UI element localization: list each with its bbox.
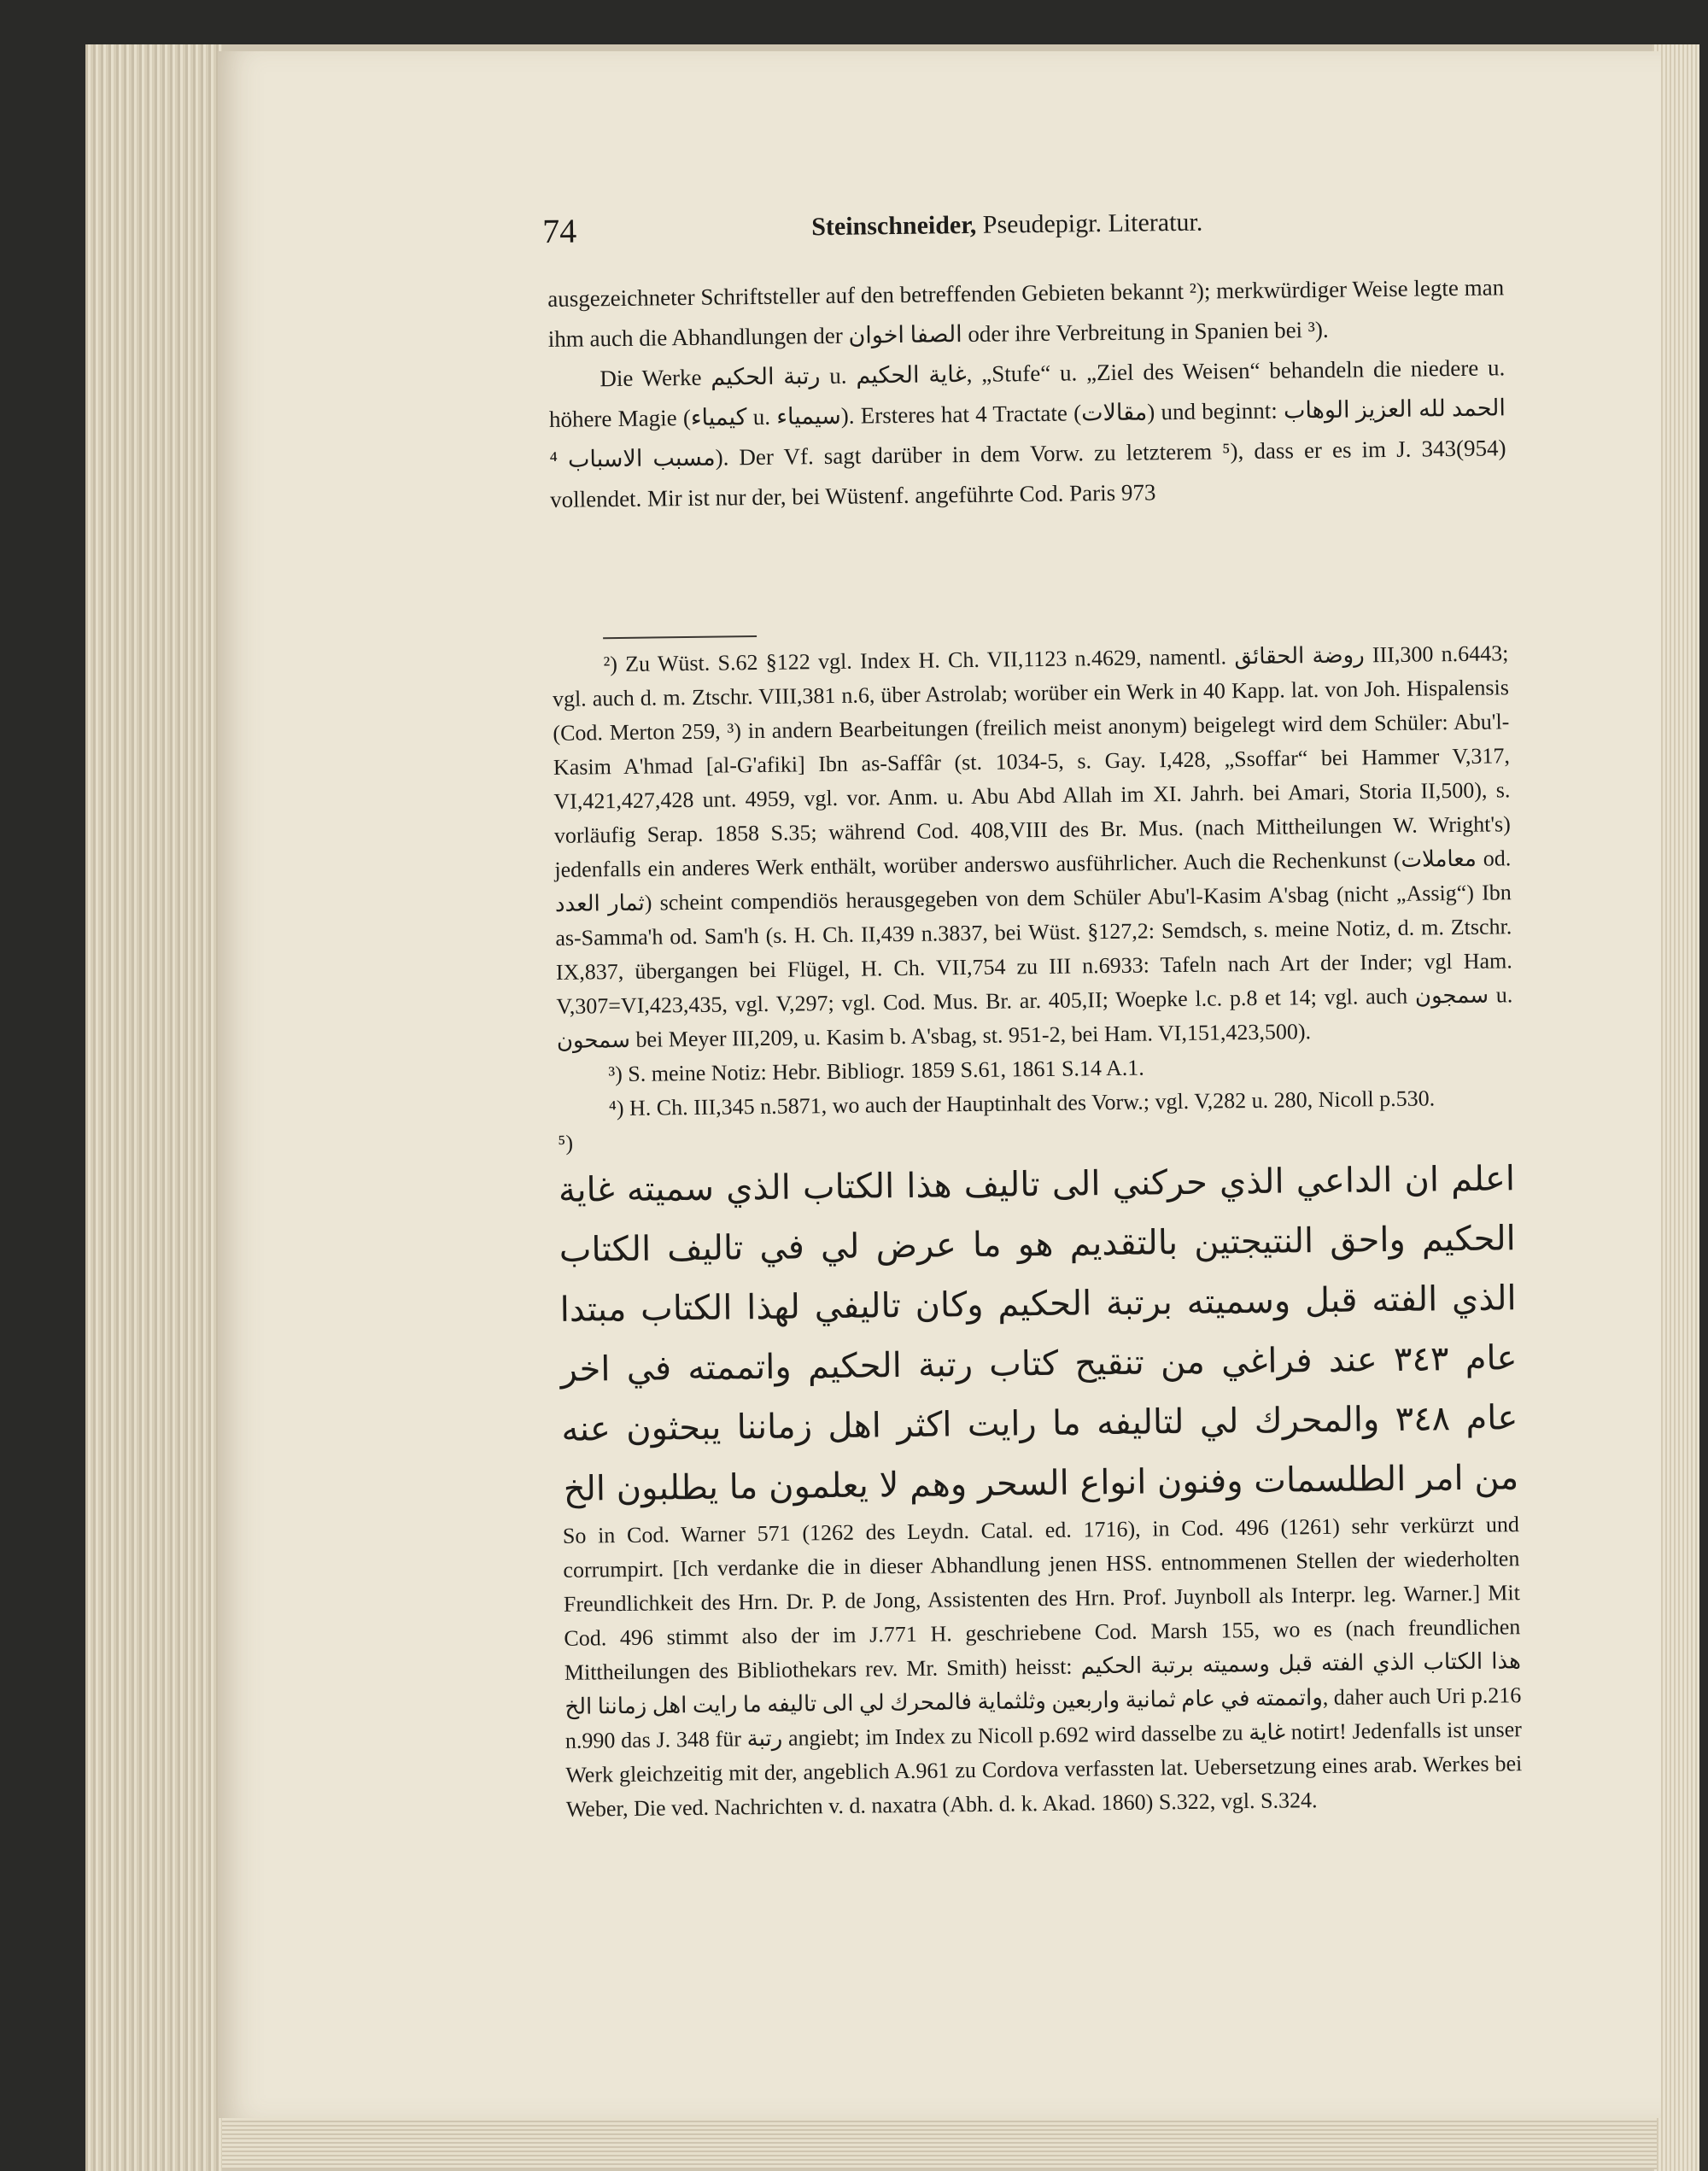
footnote-5-continuation: So in Cod. Warner 571 (1262 des Leydn. Catal. ed. 1716), in Cod. 496 (1261) sehr verkürzt und corrumpirt. [Ich verdanke die in dieser Abhandlung jenen HSS. entnommenen Stellen der wiederholten Freundlichkeit des Hrn. Dr. P. de Jong, Assistenten des Hrn. Prof. Juynboll als Interpr. leg. Warner.] Mit Cod. 496 stimmt also der im J.771 H. geschriebene Cod. Marsh 155, wo es (nach freundlichen Mittheilungen des Bibliothekars rev. Mr. Smith) heisst: هذا الكتاب الذي الفته قبل وسميته برتبة الحكيم واتممته في عام ثمانية واربعين وثلثماية فالمحرك لي الى تاليفه ما رايت اهل زماننا الخ, daher auch Uri p.216 n.990 das J. 348 für رتبة angiebt; im Index zu Nicoll p.692 wird dasselbe zu غاية notirt! Jedenfalls ist unser Werk gleichzeitig mit der, angeblich A.961 zu Cordova verfassten lat. Uebersetzung eines arab. Werkes bei Weber, Die ved. Nachrichten v. d. naxatra (Abh. d. k. Akad. 1860) S.322, vgl. S.324. — [562, 1512, 1523, 1822]
author-name: Steinschneider, — [811, 210, 977, 242]
paragraph-1: ausgezeichneter Schriftsteller auf den betreffenden Gebieten bekannt ²); merkwürdiger Weise legte man ihm auch die Abhandlungen der الصفا اخوان oder ihre Verbreitung in Spanien bei ³). — [547, 274, 1505, 352]
footnote-2: ²) Zu Wüst. S.62 §122 vgl. Index H. Ch. VII,1123 n.4629, namentl. روضة الحقائق III,300 n.6443; vgl. auch d. m. Ztschr. VIII,381 n.6, über Astrolab; worüber ein Werk in 40 Kapp. lat. von Joh. Hispalensis (Cod. Merton 259, ³) in andern Bearbeitungen (freilich meist anonym) beigelegt wird dem Schüler: Abu'l-Kasim A'hmad [al-G'afiki] Ibn as-Saffâr (st. 1034-5, s. Gay. I,428, „Ssoffar“ bei Hammer V,317, VI,421,427,428 unt. 4959, vgl. vor. Anm. u. Abu Abd Allah im XI. Jahrh. bei Amari, Storia II,500), s. vorläufig Serap. 1858 S.35; während Cod. 408,VIII des Br. Mus. (nach Mittheilungen W. Wright's) jedenfalls ein anderes Werk enthält, worüber anderswo ausführlicher. Auch die Rechenkunst (معاملات od. ثمار العدد) scheint compendiös herausgegeben von dem Schüler Abu'l-Kasim A'sbag (nicht „Assig“) Ibn as-Samma'h od. Sam'h (s. H. Ch. II,439 n.3837, bei Wüst. §127,2: Semdsch, s. meine Notiz, d. m. Ztschr. IX,837, übergangen bei Flügel, H. Ch. VII,754 zu III n.6933: Tafeln nach Art der Inder; vgl Ham. V,307=VI,423,435, vgl. V,297; vgl. Cod. Mus. Br. ar. 405,II; Woepke l.c. p.8 et 14; vgl. auch سمجون u. سمحون bei Meyer III,209, u. Kasim b. A'sbag, st. 951-2, bei Ham. VI,151,423,500). — [552, 641, 1513, 1053]
footnote-5-label: ⁵) — [558, 1130, 574, 1156]
running-title — [811, 208, 1202, 243]
footnote-3: ³) S. meine Notiz: Hebr. Bibliogr. 1859 S.61, 1861 S.14 A.1. — [608, 1055, 1144, 1087]
page-number: 74 — [541, 211, 577, 251]
footnotes — [552, 626, 1523, 1827]
footnote-5-arabic-quote: اعلم ان الداعي الذي حركني الى تاليف هذا الكتاب الذي سميته غاية الحكيم واحق النتيجتين بالتقديم هو ما عرض لي في تاليف الكتاب الذي الفته قبل وسميته برتبة الحكيم وكان تاليفي لهذا الكتاب مبتدا عام ٣٤٣ عند فراغي من تنقيح كتاب رتبة الحكيم واتممته في اخر عام ٣٤٨ والمحرك لي لتاليفه ما رايت اكثر اهل زماننا يبحثون عنه من امر الطلسمات وفنون انواع السحر وهم لا يعلمون ما يطلبون الخ — [558, 1159, 1519, 1509]
work-title: Pseudepigr. Literatur. — [982, 208, 1203, 239]
footnote-4: ⁴) H. Ch. III,345 n.5871, wo auch der Hauptinhalt des Vorw.; vgl. V,282 u. 280, Nicoll p.530. — [608, 1086, 1436, 1121]
page-edges-left — [85, 44, 222, 2171]
paragraph-2: Die Werke رتبة الحكيم u. غاية الحكيم, „Stufe“ u. „Ziel des Weisen“ behandeln die niedere u. höhere Magie (كيمياء u. سيمياء). Ersteres hat 4 Tractate (مقالات) und beginnt: الحمد لله العزيز الوهاب مسبب الاسباب ⁴). Der Vf. sagt darüber in dem Vorw. zu letzterem ⁵), dass er es im J. 343(954) vollendet. Mir ist nur der, bei Wüstenf. angeführte Cod. Paris 973 — [548, 354, 1506, 512]
main-text — [547, 267, 1506, 520]
